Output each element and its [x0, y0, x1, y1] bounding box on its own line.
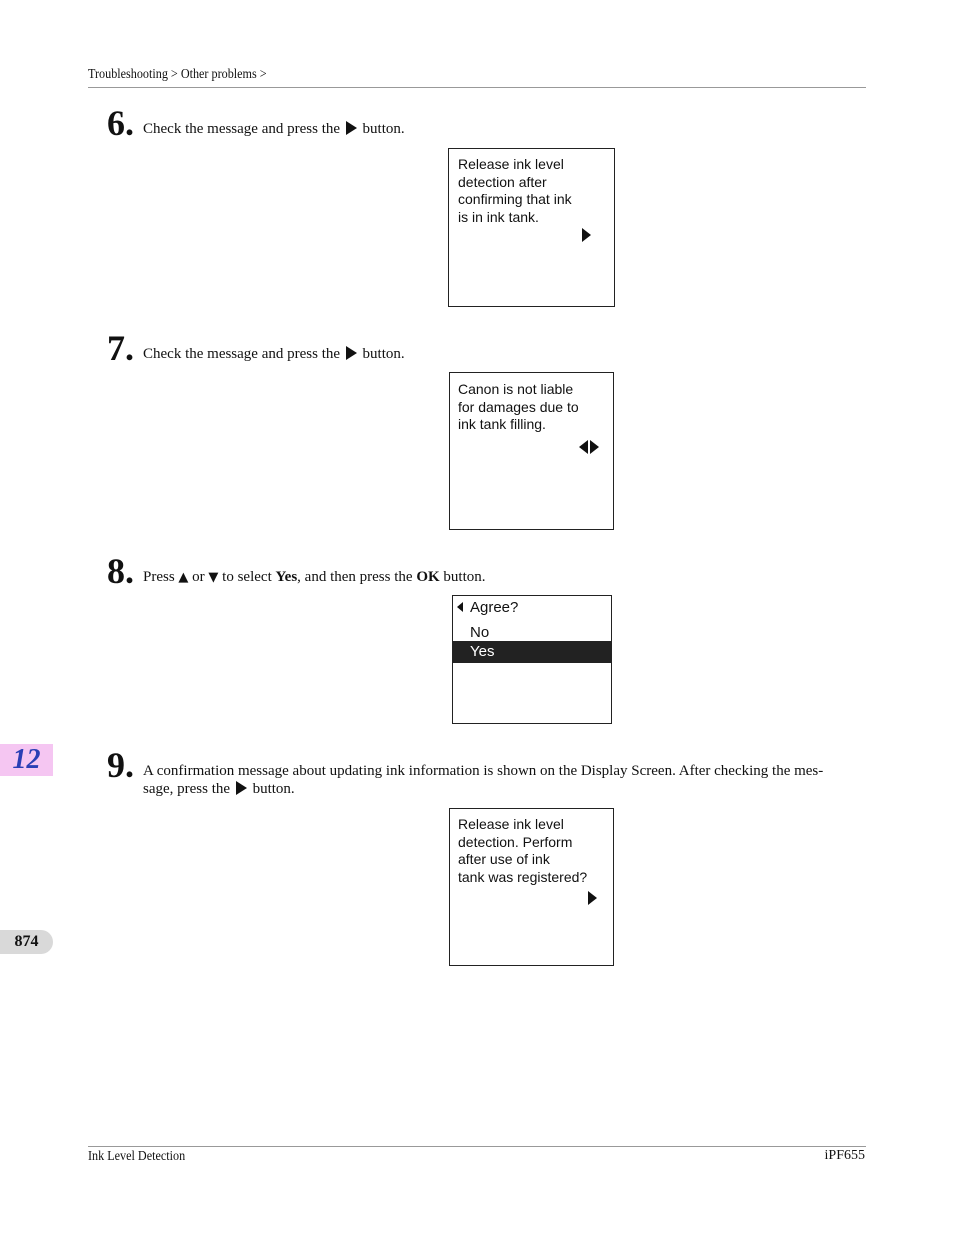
menu-option-yes: Yes	[470, 643, 495, 660]
step-8-text: Press ▲ or ▼ to select Yes, and then press the OK button.	[143, 569, 486, 585]
step-6-number: 6.	[107, 103, 134, 143]
display-screen-step-7	[449, 372, 614, 530]
screen-message: Release ink level detection after confirming that ink is in ink tank.	[458, 156, 572, 225]
chapter-tab: 12	[0, 744, 53, 776]
step-9-line-2: sage, press the button.	[143, 781, 295, 797]
display-screen-step-9	[449, 808, 614, 966]
step-8-number: 8.	[107, 551, 134, 591]
breadcrumb: Troubleshooting > Other problems >	[88, 66, 267, 81]
right-arrow-icon	[588, 891, 597, 905]
footer-model-name: iPF655	[824, 1148, 865, 1163]
display-screen-step-6	[448, 148, 615, 307]
footer-section-title: Ink Level Detection	[88, 1148, 186, 1163]
right-arrow-icon	[236, 781, 247, 795]
right-arrow-icon	[346, 346, 357, 360]
menu-option-yes-highlight	[453, 641, 611, 663]
right-arrow-icon	[582, 228, 591, 242]
step-9-line-1: A confirmation message about updating ink information is shown on the Display Screen. After checking the mes-	[143, 763, 824, 779]
screen-message: Release ink level detection. Perform after use of ink tank was registered?	[458, 816, 588, 885]
footer-rule	[88, 1146, 866, 1147]
right-arrow-icon	[346, 121, 357, 135]
right-arrow-icon	[590, 440, 599, 454]
up-arrow-icon: ▲	[178, 570, 189, 585]
step-7-text: Check the message and press the button.	[143, 346, 405, 362]
menu-option-no: No	[470, 624, 490, 641]
step-9-number: 9.	[107, 745, 134, 785]
header-rule	[88, 87, 866, 88]
down-arrow-icon: ▼	[208, 570, 219, 585]
left-arrow-icon	[579, 440, 588, 454]
menu-title: Agree?	[470, 599, 519, 616]
left-arrow-icon	[457, 602, 463, 612]
screen-message: Canon is not liable for damages due to ink tank filling.	[458, 381, 579, 432]
step-7-number: 7.	[107, 328, 134, 368]
page-number-tab: 874	[0, 930, 53, 954]
display-screen-step-8	[452, 595, 612, 724]
step-6-text: Check the message and press the button.	[143, 121, 405, 137]
step-9-text	[143, 762, 855, 798]
